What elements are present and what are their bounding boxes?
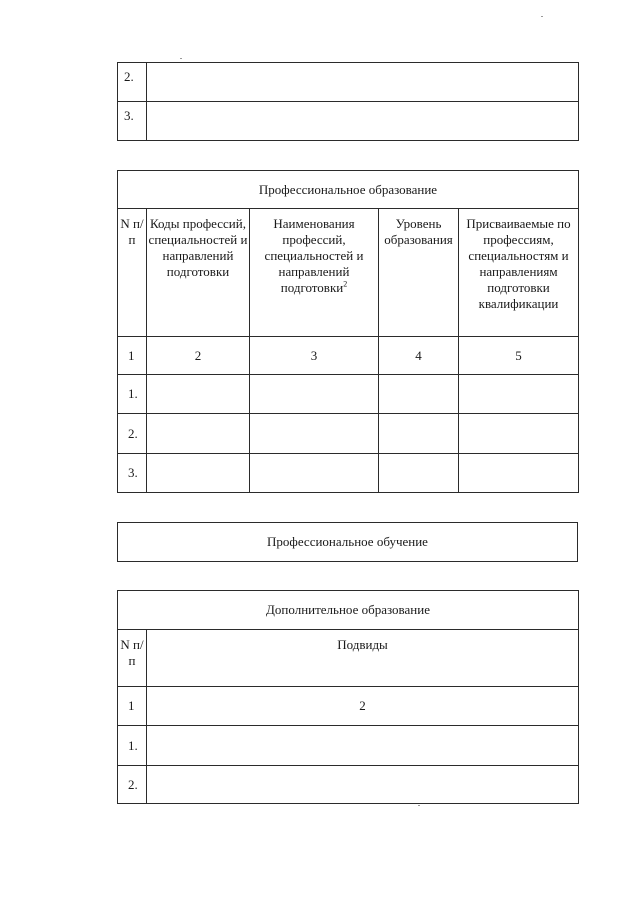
section-title: Профессиональное образование [118, 171, 579, 209]
column-number-row [118, 337, 579, 375]
table-header-row [118, 209, 579, 337]
column-number-row [118, 687, 579, 726]
empty-cell [147, 414, 250, 454]
professional-education-table [117, 170, 579, 493]
header-num: N п/п [118, 630, 147, 687]
table-title-row [118, 523, 578, 562]
row-number: 1. [118, 726, 147, 766]
empty-cell [147, 726, 579, 766]
empty-cell [459, 375, 579, 414]
row-number: 1. [118, 375, 147, 414]
row-number: 3. [118, 454, 147, 493]
empty-cell [459, 414, 579, 454]
empty-cell [147, 454, 250, 493]
row-number: 2. [118, 414, 147, 454]
header-names-text: Наименования профессий, специальностей и направлений подготовки [264, 216, 364, 295]
row-number: 3. [118, 102, 147, 141]
row-number: 2. [118, 766, 147, 804]
col-number-1: 1 [118, 687, 147, 726]
empty-cell [379, 454, 459, 493]
col-number-3: 3 [250, 337, 379, 375]
col-number-4: 4 [379, 337, 459, 375]
empty-cell [379, 414, 459, 454]
header-qualifications: Присваиваемые по профессиям, специальностям и направлениям подготовки квалификации [459, 209, 579, 337]
row-number: 2. [118, 63, 147, 102]
col-number-2: 2 [147, 687, 579, 726]
empty-cell [459, 454, 579, 493]
section-title: Дополнительное образование [118, 591, 579, 630]
additional-education-table [117, 590, 579, 804]
table-row [118, 414, 579, 454]
table-row [118, 375, 579, 414]
scan-speck [180, 58, 182, 59]
table-title-row [118, 591, 579, 630]
scan-speck [541, 16, 543, 17]
table-title-row [118, 171, 579, 209]
header-level: Уровень образования [379, 209, 459, 337]
header-num: N п/п [118, 209, 147, 337]
continuation-table [117, 62, 579, 141]
footnote-marker: 2 [343, 279, 348, 289]
professional-training-table [117, 522, 578, 562]
header-codes: Коды профессий, специальностей и направлений подготовки [147, 209, 250, 337]
empty-cell [147, 102, 579, 141]
empty-cell [147, 375, 250, 414]
table-row [118, 63, 579, 102]
empty-cell [250, 414, 379, 454]
table-header-row [118, 630, 579, 687]
header-names [250, 209, 379, 337]
empty-cell [250, 454, 379, 493]
table-row [118, 766, 579, 804]
empty-cell [250, 375, 379, 414]
col-number-1: 1 [118, 337, 147, 375]
empty-cell [379, 375, 459, 414]
table-row [118, 726, 579, 766]
col-number-5: 5 [459, 337, 579, 375]
scan-speck [418, 805, 420, 806]
section-title: Профессиональное обучение [118, 523, 578, 562]
empty-cell [147, 766, 579, 804]
header-subtypes: Подвиды [147, 630, 579, 687]
table-row [118, 102, 579, 141]
empty-cell [147, 63, 579, 102]
col-number-2: 2 [147, 337, 250, 375]
table-row [118, 454, 579, 493]
